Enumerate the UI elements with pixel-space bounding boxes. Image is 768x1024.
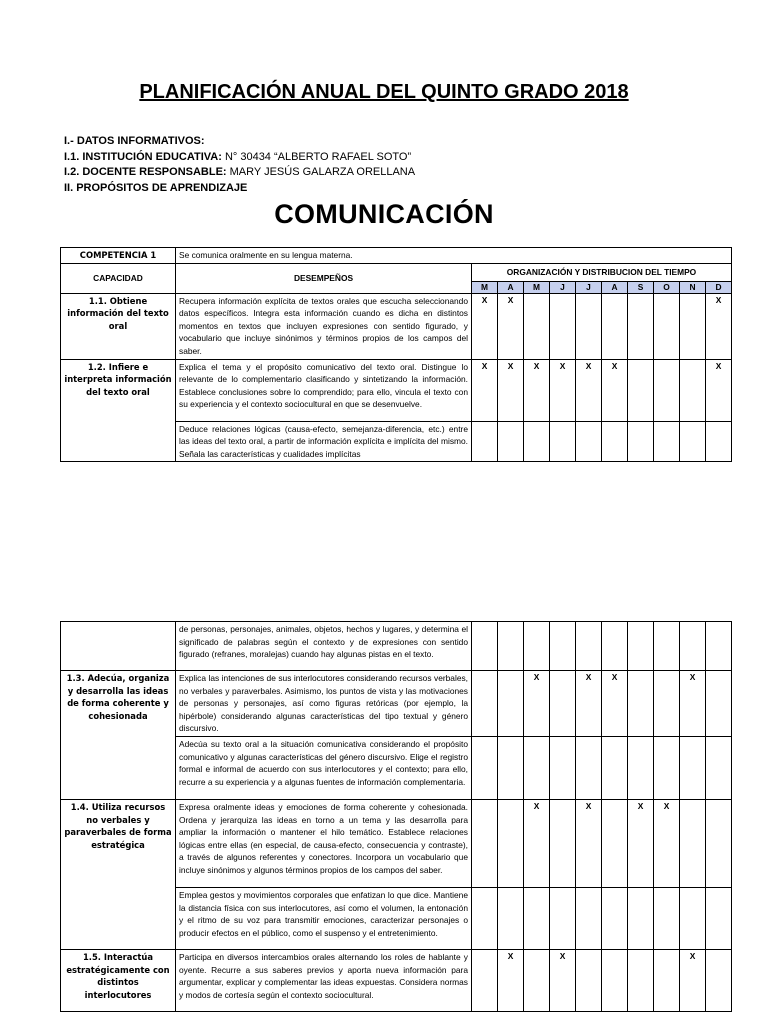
table-row [61,671,732,737]
desempeno-cell: Emplea gestos y movimientos corporales que enfatizan lo que dice. Mantiene la distancia física con sus interlocutores, así como el volumen, la entonación y el ritmo de su voz para transmitir emociones, caracterizar personajes o producir efectos en el público, como el suspenso y el entretenimiento. [176,887,472,949]
month-mark-cell: X [524,799,550,887]
month-mark-cell [628,421,654,462]
month-mark-cell [498,671,524,737]
table-row [61,622,732,671]
month-header: A [498,281,524,293]
desempeno-cell: Participa en diversos intercambios orales alternando los roles de hablante y oyente. Recurre a sus saberes previos y aporta nueva información para argumentar, explicar y complementar las ideas expuestas. Considera normas y modos de cortesía según el contexto sociocultural. [176,949,472,1011]
month-mark-cell [472,671,498,737]
month-header: D [706,281,732,293]
month-mark-cell [602,736,628,799]
month-mark-cell [472,421,498,462]
capacidad-header: CAPACIDAD [61,263,176,293]
month-mark-cell: X [654,799,680,887]
month-mark-cell [680,887,706,949]
month-mark-cell: X [524,671,550,737]
month-mark-cell: X [472,359,498,421]
month-mark-cell [628,622,654,671]
desempeno-cell: Expresa oralmente ideas y emociones de forma coherente y cohesionada. Ordena y jerarquiza las ideas en torno a un tema y las desarrolla para ampliar la información o mantener el hilo temático. Establece relaciones lógicas entre ellas (en especial, de causa-efecto, consecuencia y contraste), a través de algunos referentes y conectores. Incorpora un vocabulario que incluye sinónimos y algunos términos propios de los campos del saber. [176,799,472,887]
desempeno-cell: de personas, personajes, animales, objetos, hechos y lugares, y determina el significado de palabras según el contexto y de expresiones con sentido figurado (refranes, moralejas) cuando hay algunas pistas en el texto. [176,622,472,671]
month-mark-cell [654,736,680,799]
month-mark-cell [550,293,576,359]
month-mark-cell [680,421,706,462]
month-header: J [576,281,602,293]
month-mark-cell [706,887,732,949]
month-mark-cell: X [498,949,524,1011]
desempenos-header: DESEMPEÑOS [176,263,472,293]
month-mark-cell: X [498,293,524,359]
month-mark-cell: X [576,671,602,737]
month-mark-cell: X [524,359,550,421]
institucion-line: I.1. INSTITUCIÓN EDUCATIVA: N° 30434 “ALBERTO RAFAEL SOTO” [64,150,412,163]
month-mark-cell [628,887,654,949]
month-mark-cell [654,293,680,359]
capacidad-cell: 1.2. Infiere e interpreta información del texto oral [61,359,176,462]
month-mark-cell [706,949,732,1011]
month-mark-cell [550,622,576,671]
month-mark-cell: X [576,799,602,887]
month-mark-cell [602,949,628,1011]
month-mark-cell: X [706,359,732,421]
month-mark-cell [498,736,524,799]
month-mark-cell: X [628,799,654,887]
table-row [61,949,732,1011]
month-mark-cell [680,736,706,799]
month-mark-cell [680,293,706,359]
month-mark-cell: X [550,949,576,1011]
month-mark-cell: X [472,293,498,359]
month-mark-cell: X [680,671,706,737]
subject-title: COMUNICACIÓN [274,199,494,229]
planning-table-part-2 [60,621,732,1012]
month-mark-cell [576,887,602,949]
competencia-text: Se comunica oralmente en su lengua materna. [176,248,732,264]
planning-table-part-1 [60,247,732,462]
month-mark-cell [498,622,524,671]
month-header: J [550,281,576,293]
capacidad-cell: 1.1. Obtiene información del texto oral [61,293,176,359]
month-mark-cell [576,622,602,671]
desempeno-cell: Adecúa su texto oral a la situación comunicativa considerando el propósito comunicativo y algunas características del género discursivo. Elige el registro formal e informal de acuerdo con sus interlocutores y el contexto; para ello, recurre a su experiencia y a algunas fuentes de información complementaria. [176,736,472,799]
month-mark-cell [706,671,732,737]
month-mark-cell [602,887,628,949]
month-mark-cell [524,736,550,799]
month-mark-cell [498,799,524,887]
month-header: S [628,281,654,293]
docente-line: I.2. DOCENTE RESPONSABLE: MARY JESÚS GALARZA ORELLANA [64,166,416,178]
month-mark-cell [628,293,654,359]
month-mark-cell [680,799,706,887]
month-mark-cell [706,622,732,671]
month-header: A [602,281,628,293]
desempeno-cell: Deduce relaciones lógicas (causa-efecto, semejanza-diferencia, etc.) entre las ideas del texto oral, a partir de información explícita e implícita del mismo. Señala las características y cualidades implícitas [176,421,472,462]
month-mark-cell [680,622,706,671]
month-mark-cell [602,799,628,887]
month-mark-cell [654,359,680,421]
document-title: PLANIFICACIÓN ANUAL DEL QUINTO GRADO 2018 [139,81,629,103]
month-mark-cell: X [550,359,576,421]
month-mark-cell [654,887,680,949]
month-mark-cell [576,949,602,1011]
month-mark-cell [680,359,706,421]
month-mark-cell [576,421,602,462]
competencia-label: COMPETENCIA 1 [61,248,176,264]
month-mark-cell [576,736,602,799]
month-mark-cell [472,799,498,887]
month-mark-cell [550,887,576,949]
desempeno-cell: Explica las intenciones de sus interlocutores considerando recursos verbales, no verbales y paraverbales. Asimismo, los puntos de vista y las motivaciones de personas y personajes, así como figuras retóricas (por ejemplo, la hipérbole) considerando algunas características del tipo textual y género discursivo. [176,671,472,737]
month-mark-cell [628,736,654,799]
month-header: O [654,281,680,293]
capacidad-cell: 1.4. Utiliza recursos no verbales y paraverbales de forma estratégica [61,799,176,949]
table-row [61,799,732,887]
month-header: M [472,281,498,293]
month-header: N [680,281,706,293]
month-mark-cell: X [602,359,628,421]
month-mark-cell [706,736,732,799]
organizacion-header: ORGANIZACIÓN Y DISTRIBUCION DEL TIEMPO [472,263,732,281]
month-mark-cell [472,887,498,949]
month-mark-cell [628,949,654,1011]
month-mark-cell: X [602,671,628,737]
month-mark-cell [602,293,628,359]
month-mark-cell [602,421,628,462]
month-mark-cell [524,949,550,1011]
propositos-heading: II. PROPÓSITOS DE APRENDIZAJE [64,181,248,194]
table-row [61,293,732,359]
month-mark-cell [498,887,524,949]
month-mark-cell [550,421,576,462]
month-mark-cell [472,736,498,799]
month-mark-cell [576,293,602,359]
month-mark-cell: X [498,359,524,421]
month-mark-cell: X [680,949,706,1011]
month-mark-cell [654,949,680,1011]
month-mark-cell [472,622,498,671]
month-mark-cell [654,671,680,737]
month-mark-cell: X [576,359,602,421]
month-header: M [524,281,550,293]
month-mark-cell [550,671,576,737]
month-mark-cell [628,671,654,737]
month-mark-cell [550,736,576,799]
capacidad-cell: 1.3. Adecúa, organiza y desarrolla las ideas de forma coherente y cohesionada [61,671,176,800]
month-mark-cell [654,421,680,462]
capacidad-cell [61,622,176,671]
month-mark-cell [602,622,628,671]
informative-data [64,134,415,196]
month-mark-cell [498,421,524,462]
month-mark-cell [706,421,732,462]
datos-informativos-heading: I.- DATOS INFORMATIVOS: [64,135,205,147]
desempeno-cell: Explica el tema y el propósito comunicativo del texto oral. Distingue lo relevante de lo complementario clasificando y sintetizando la información. Establece conclusiones sobre lo comprendido; para ello, vincula el texto con su experiencia y el contexto sociocultural en que se desenvuelve. [176,359,472,421]
table-row [61,359,732,421]
month-mark-cell [472,949,498,1011]
month-mark-cell [706,799,732,887]
month-mark-cell [654,622,680,671]
month-mark-cell [524,421,550,462]
desempeno-cell: Recupera información explícita de textos orales que escucha seleccionando datos específicos. Integra esta información cuando es dicha en distintos momentos en textos que incluyen expresiones con sentido figurado, y vocabulario que incluye sinónimos y términos propios de los campos del saber. [176,293,472,359]
month-mark-cell [628,359,654,421]
capacidad-cell: 1.5. Interactúa estratégicamente con distintos interlocutores [61,949,176,1011]
month-mark-cell: X [706,293,732,359]
month-mark-cell [524,622,550,671]
month-mark-cell [524,293,550,359]
month-mark-cell [524,887,550,949]
month-mark-cell [550,799,576,887]
